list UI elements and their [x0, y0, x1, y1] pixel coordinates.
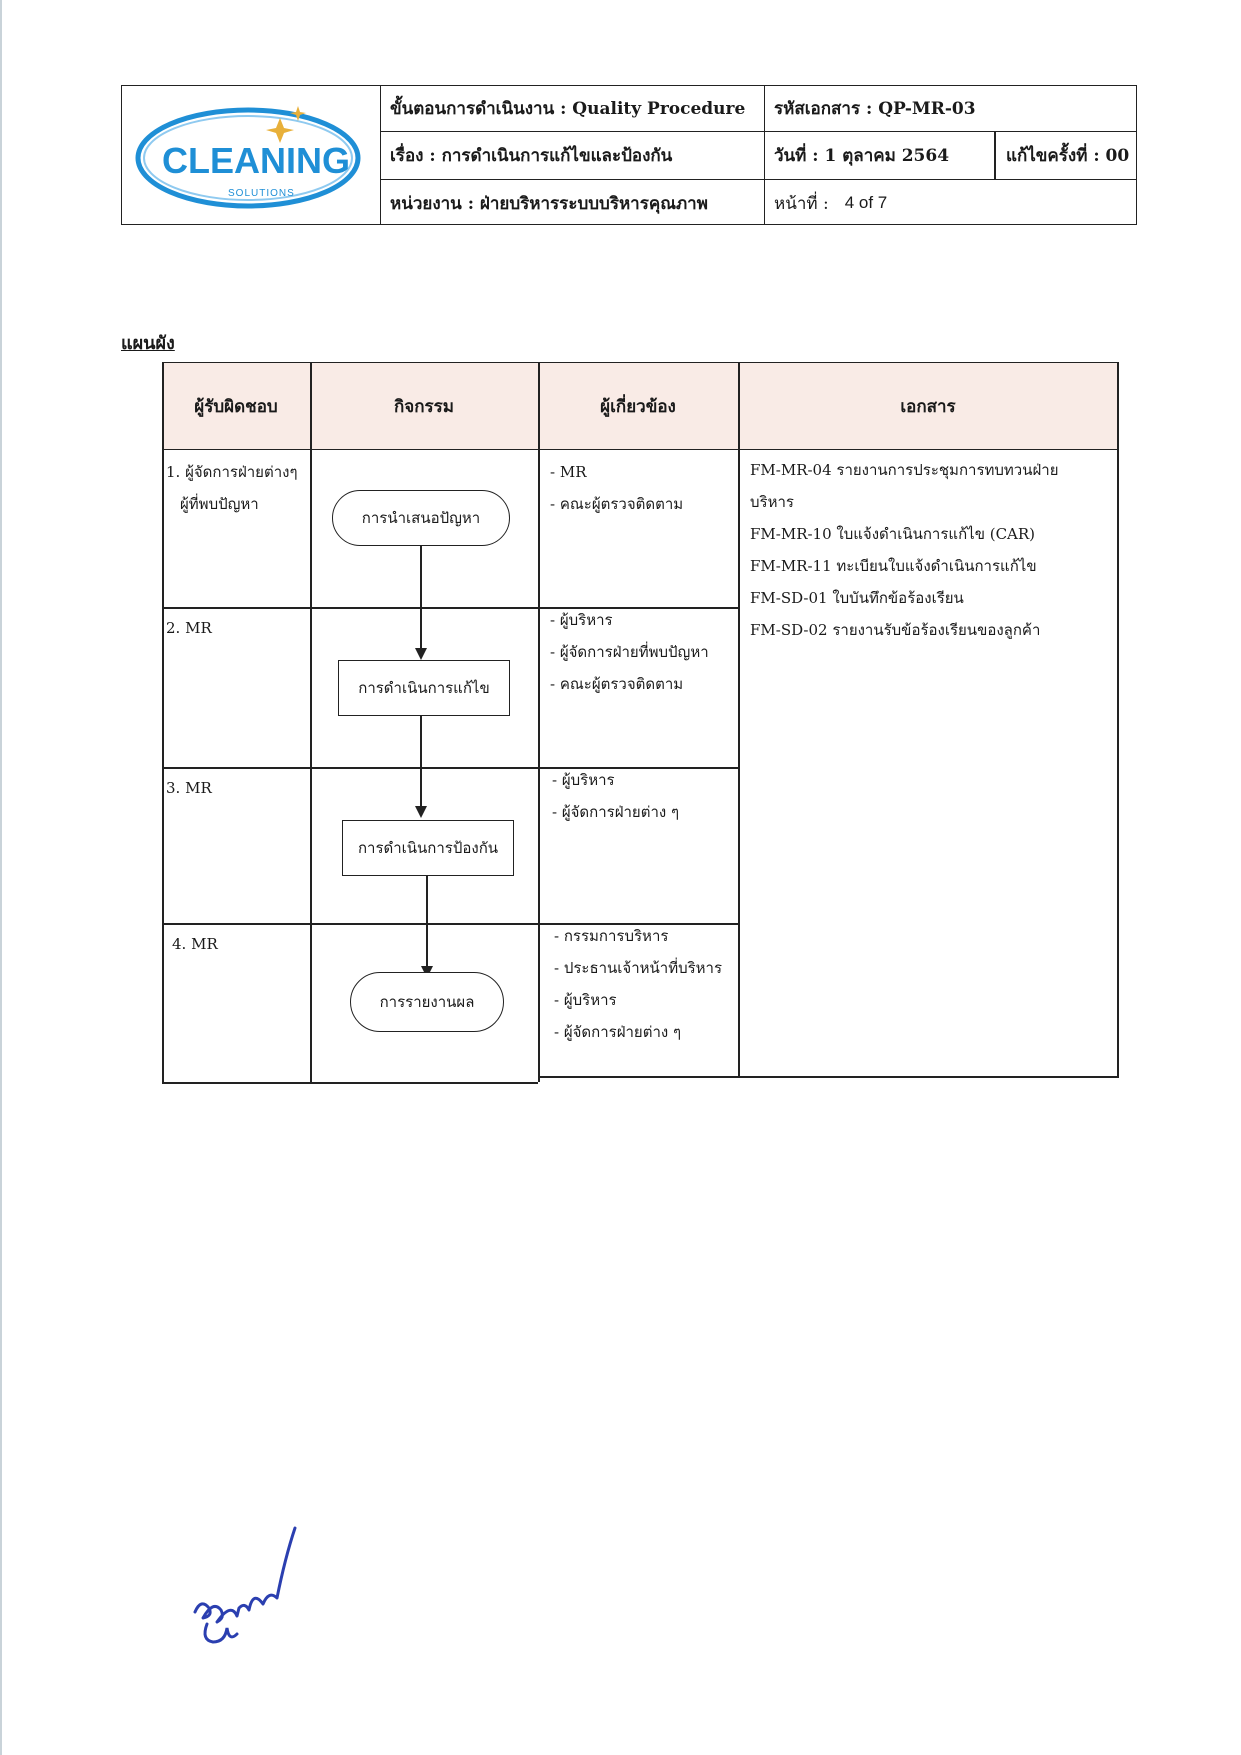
logo-wordmark: CLEANING — [162, 140, 350, 181]
procedure-label: ขั้นตอนการดำเนินงาน : Quality Procedure — [380, 86, 764, 132]
page-row — [764, 180, 1136, 226]
date-row — [764, 132, 1136, 180]
page-label: หน้าที่ : — [774, 193, 829, 214]
related-line: - คณะผู้ตรวจติดตาม — [550, 495, 684, 513]
flow-step-1: การนำเสนอปัญหา — [332, 490, 510, 546]
header-right — [764, 86, 1136, 224]
table-border-right — [1117, 362, 1119, 1078]
column-header-activity: กิจกรรม — [393, 396, 454, 417]
logo-cell — [122, 86, 381, 224]
flow-step-4: การรายงานผล — [350, 972, 504, 1032]
related-line: - ผู้บริหาร — [552, 771, 615, 789]
related-row-4 — [554, 920, 722, 1048]
responsible-row-4 — [172, 928, 218, 960]
flow-step-2: การดำเนินการแก้ไข — [338, 660, 510, 716]
related-line: - กรรมการบริหาร — [554, 927, 669, 945]
arrow-down-icon — [415, 806, 427, 818]
responsible-line: ผู้ที่พบปัญหา — [180, 495, 259, 513]
related-line: - ผู้จัดการฝ่ายที่พบปัญหา — [550, 643, 709, 661]
related-line: - ผู้บริหาร — [550, 611, 613, 629]
related-row-1 — [550, 456, 683, 520]
document-line: บริหาร — [750, 493, 794, 511]
document-line: FM-SD-02 รายงานรับข้อร้องเรียนของลูกค้า — [750, 621, 1041, 639]
responsible-row-3 — [166, 772, 212, 804]
column-header-related: ผู้เกี่ยวข้อง — [600, 396, 676, 417]
header-middle — [380, 86, 765, 224]
related-line: - ผู้จัดการฝ่ายต่าง ๆ — [552, 803, 680, 821]
related-row-2 — [550, 604, 709, 700]
subject-label: เรื่อง : การดำเนินการแก้ไขและป้องกัน — [380, 132, 764, 180]
responsible-line: 1. ผู้จัดการฝ่ายต่างๆ — [166, 463, 298, 481]
flow-connector — [426, 876, 428, 968]
doc-date: วันที่ : 1 ตุลาคม 2564 — [774, 146, 950, 166]
related-line: - คณะผู้ตรวจติดตาม — [550, 675, 684, 693]
arrow-down-icon — [415, 648, 427, 660]
page-edge — [0, 0, 2, 1755]
section-title: แผนผัง — [121, 333, 175, 354]
column-divider — [538, 362, 540, 1082]
document-line: FM-MR-11 ทะเบียนใบแจ้งดำเนินการแก้ไข — [750, 557, 1037, 575]
table-border-left — [162, 362, 164, 1082]
page-number: 4 of 7 — [844, 193, 888, 212]
responsible-row-1 — [166, 456, 298, 520]
table-border-bottom — [162, 1082, 538, 1084]
column-header-responsible: ผู้รับผิดชอบ — [194, 396, 278, 417]
flow-connector — [420, 716, 422, 808]
logo-subtext: SOLUTIONS — [228, 188, 295, 199]
document-header — [121, 85, 1137, 225]
handwritten-signature — [185, 1520, 305, 1660]
document-line: FM-MR-04 รายงานการประชุมการทบทวนฝ่าย — [750, 461, 1059, 479]
related-line: - ประธานเจ้าหน้าที่บริหาร — [554, 959, 723, 977]
documents-list — [750, 454, 1058, 646]
document-line: FM-MR-10 ใบแจ้งดำเนินการแก้ไข (CAR) — [750, 525, 1036, 543]
column-header-documents: เอกสาร — [900, 396, 956, 417]
responsible-row-2 — [166, 612, 212, 644]
related-line: - ผู้บริหาร — [554, 991, 617, 1009]
responsible-line: 2. MR — [166, 619, 212, 637]
revision: แก้ไขครั้งที่ : 00 — [1006, 146, 1130, 166]
column-divider — [310, 362, 312, 1082]
flow-connector — [420, 546, 422, 650]
department-label: หน่วยงาน : ฝ่ายบริหารระบบบริหารคุณภาพ — [390, 193, 708, 214]
company-logo — [130, 96, 370, 216]
table-border-bottom — [538, 1076, 1118, 1078]
doc-code: รหัสเอกสาร : QP-MR-03 — [764, 86, 1136, 132]
responsible-line: 3. MR — [166, 779, 212, 797]
header-divider — [994, 132, 996, 180]
flowchart-table — [162, 362, 1118, 1082]
flow-step-3: การดำเนินการป้องกัน — [342, 820, 514, 876]
responsible-line: 4. MR — [172, 935, 218, 953]
document-line: FM-SD-01 ใบบันทึกข้อร้องเรียน — [750, 589, 964, 607]
column-divider — [738, 362, 740, 1078]
related-line: - ผู้จัดการฝ่ายต่าง ๆ — [554, 1023, 682, 1041]
related-row-3 — [552, 764, 679, 828]
related-line: - MR — [550, 463, 587, 481]
